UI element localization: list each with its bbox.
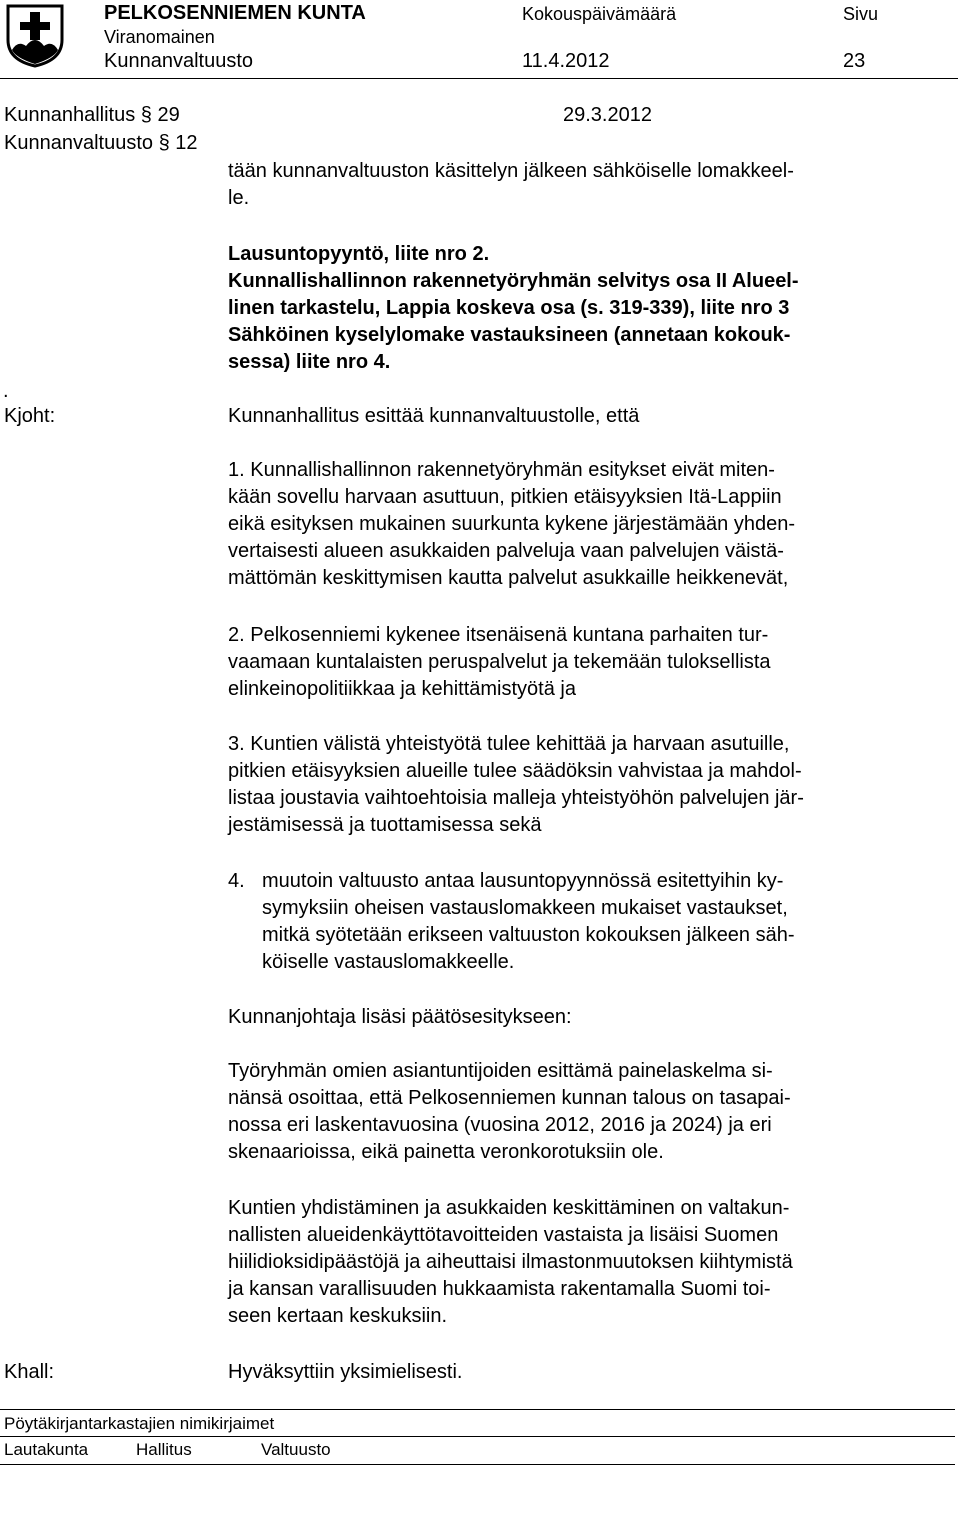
text-line: vaamaan kuntalaisten peruspalvelut ja tekemään tuloksellista xyxy=(228,651,771,673)
page-label: Sivu xyxy=(843,4,879,24)
text-line: Työryhmän omien asiantuntijoiden esittämä painelaskelma si- xyxy=(228,1060,773,1082)
text-line: pitkien etäisyyksien alueille tulee säädöksin vahvistaa ja mahdol- xyxy=(228,760,802,782)
ref-board-name: Kunnanhallitus xyxy=(4,104,136,126)
text-line: seen kertaan keskuksiin. xyxy=(228,1305,448,1327)
ref-council-section: § 12 xyxy=(158,132,198,154)
footer-col-board: Lautakunta xyxy=(4,1440,89,1459)
text-line: symyksiin oheisen vastauslomakkeen mukaiset vastaukset, xyxy=(262,897,788,919)
text-line: Sähköinen kyselylomake vastauksineen (annetaan kokouk- xyxy=(228,324,791,346)
text-line: nossa eri laskentavuosina (vuosina 2012, 2016 ja 2024) ja eri xyxy=(228,1114,772,1136)
footer-col-council: Valtuusto xyxy=(261,1440,331,1459)
municipality-crest-icon xyxy=(6,4,64,68)
addendum-heading: Kunnanjohtaja lisäsi päätösesitykseen: xyxy=(228,1006,572,1028)
item-number: 4. xyxy=(228,870,245,892)
text-line: nänsä osoittaa, että Pelkosenniemen kunnan talous on tasapai- xyxy=(228,1087,791,1109)
ref-board-section: § 29 xyxy=(140,104,180,126)
text-line: elinkeinopolitiikkaa ja kehittämistyötä ja xyxy=(228,678,576,700)
addendum-paragraph-1 xyxy=(228,1058,791,1166)
kjoht-text: Kunnanhallitus esittää kunnanvaltuustolle, että xyxy=(228,405,640,427)
ref-council-name: Kunnanvaltuusto xyxy=(4,132,154,154)
page-number: 23 xyxy=(843,50,866,72)
text-line: skenaarioissa, eikä painetta veronkorotuksiin ole. xyxy=(228,1141,664,1163)
text-line: sessa) liite nro 4. xyxy=(228,351,391,373)
text-line: ja kansan varallisuuden hukkaamista rakentamalla Suomi toi- xyxy=(228,1278,771,1300)
authority-label: Viranomainen xyxy=(104,27,215,47)
text-line: Kunnallishallinnon rakennetyöryhmän selvitys osa II Alueel- xyxy=(228,270,799,292)
dot-mark: . xyxy=(3,380,9,402)
text-line: 1. Kunnallishallinnon rakennetyöryhmän esitykset eivät miten- xyxy=(228,459,775,481)
text-line: listaa joustavia vaihtoehtoisia malleja yhteistyöhön palvelujen jär- xyxy=(228,787,804,809)
item-text xyxy=(262,868,795,976)
text-line: linen tarkastelu, Lappia koskeva osa (s. 319-339), liite nro 3 xyxy=(228,297,790,319)
text-line: mitkä syötetään erikseen valtuuston kokouksen jälkeen säh- xyxy=(262,924,795,946)
meeting-date-label: Kokouspäivämäärä xyxy=(522,4,677,24)
attachments-list xyxy=(228,241,799,376)
text-line: kään sovellu harvaan asuttuun, pitkien etäisyyksien Itä-Lappiin xyxy=(228,486,782,508)
ref-council xyxy=(4,130,198,156)
text-line: Kuntien yhdistäminen ja asukkaiden keskittäminen on valtakun- xyxy=(228,1197,790,1219)
text-line: nallisten alueidenkäyttötavoitteiden vastaista ja lisäisi Suomen xyxy=(228,1224,779,1246)
proposal-item-1 xyxy=(228,457,795,592)
text-line: tään kunnanvaltuuston käsittelyn jälkeen sähköiselle lomakkeel- xyxy=(228,160,794,182)
text-line: mättömän keskittymisen kautta palvelut asukkaille heikkenevät, xyxy=(228,567,789,589)
text-line: 3. Kuntien välistä yhteistyötä tulee kehittää ja harvaan asutuille, xyxy=(228,733,790,755)
text-line: le. xyxy=(228,187,250,209)
text-line: hiilidioksidipäästöjä ja aiheuttaisi ilmastonmuutoksen kiihtymistä xyxy=(228,1251,793,1273)
ref-board-date: 29.3.2012 xyxy=(563,104,652,126)
footer-col-executive: Hallitus xyxy=(136,1440,192,1459)
intro-paragraph xyxy=(228,158,794,212)
proposal-item-4 xyxy=(228,868,928,978)
text-line: eikä esityksen mukainen suurkunta kykene järjestämään yhden- xyxy=(228,513,795,535)
ref-board xyxy=(4,102,180,128)
kjoht-label: Kjoht: xyxy=(4,405,56,427)
header-divider xyxy=(0,78,958,79)
khall-decision: Hyväksyttiin yksimielisesti. xyxy=(228,1361,463,1383)
footer-divider xyxy=(0,1436,955,1437)
org-name: PELKOSENNIEMEN KUNTA xyxy=(104,2,366,24)
authority-name: Kunnanvaltuusto xyxy=(104,50,254,72)
signature-footer xyxy=(0,1409,955,1465)
khall-label: Khall: xyxy=(4,1361,55,1383)
footer-title: Pöytäkirjantarkastajien nimikirjaimet xyxy=(4,1414,275,1433)
addendum-paragraph-2 xyxy=(228,1195,793,1330)
proposal-item-2 xyxy=(228,622,771,703)
text-line: Lausuntopyyntö, liite nro 2. xyxy=(228,243,490,265)
text-line: jestämisessä ja tuottamisessa sekä xyxy=(228,814,542,836)
proposal-item-3 xyxy=(228,731,804,839)
text-line: muutoin valtuusto antaa lausuntopyynnössä esitettyihin ky- xyxy=(262,870,784,892)
text-line: vertaisesti alueen asukkaiden palveluja vaan palvelujen väistä- xyxy=(228,540,784,562)
meeting-date: 11.4.2012 xyxy=(522,50,610,72)
text-line: köiselle vastauslomakkeelle. xyxy=(262,951,515,973)
text-line: 2. Pelkosenniemi kykenee itsenäisenä kuntana parhaiten tur- xyxy=(228,624,769,646)
